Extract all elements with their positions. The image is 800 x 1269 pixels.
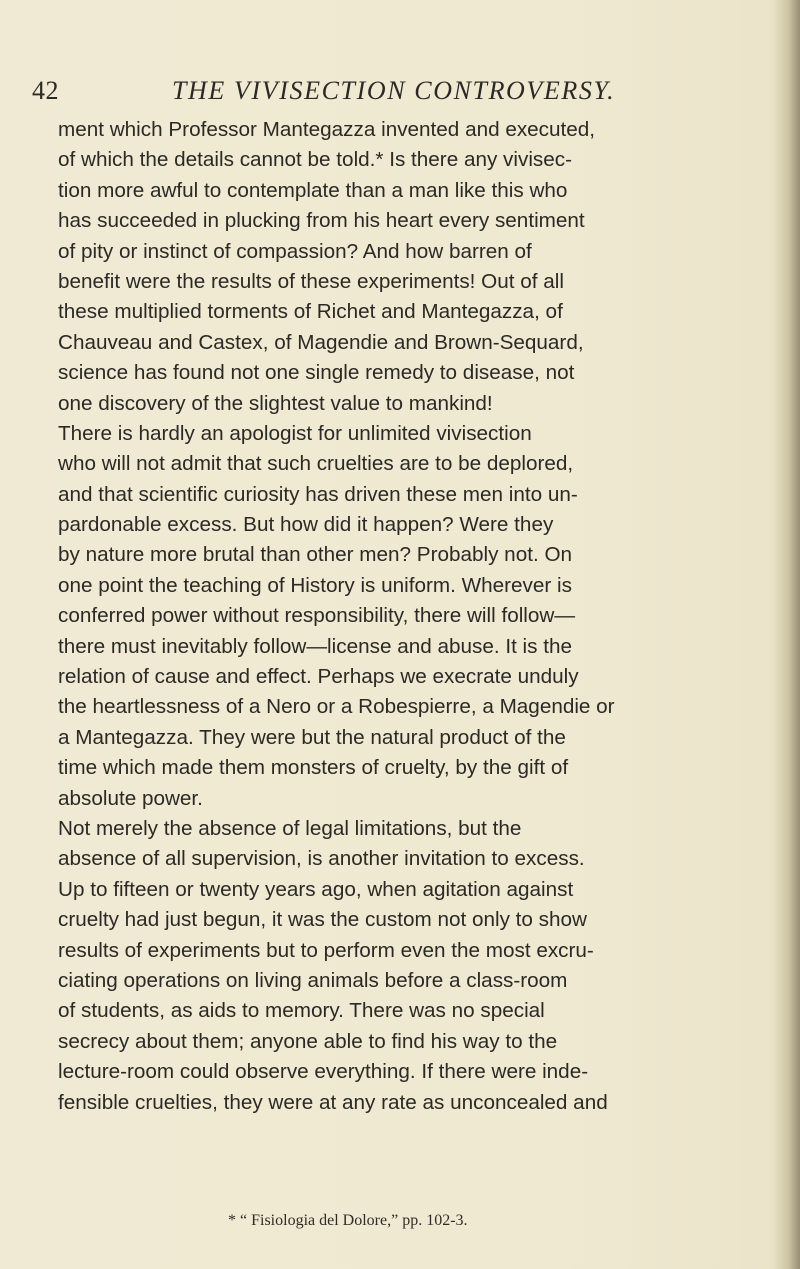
text-line: tion more awful to contemplate than a man like this who (58, 178, 568, 202)
text-line: has succeeded in plucking from his heart every sentiment (58, 209, 585, 233)
text-line: conferred power without responsibility, there will follow— (58, 604, 576, 628)
text-line: science has found not one single remedy to disease, not (58, 361, 575, 385)
text-line: these multiplied torments of Richet and Mantegazza, of (58, 300, 563, 324)
page-header (32, 76, 732, 116)
text-line: lecture-room could observe everything. If there were inde- (58, 1060, 589, 1084)
text-line: who will not admit that such cruelties are to be deplored, (58, 452, 574, 476)
footnote: * “ Fisiologia del Dolore,” pp. 102-3. (228, 1212, 468, 1229)
text-line: ciating operations on living animals before a class-room (58, 968, 568, 992)
text-line: fensible cruelties, they were at any rate as unconcealed and (58, 1090, 608, 1114)
page-number: 42 (32, 76, 59, 105)
text-line: and that scientific curiosity has driven these men into un- (58, 482, 578, 506)
text-line: ment which Professor Mantegazza invented and executed, (58, 118, 596, 141)
text-line: absolute power. (58, 786, 203, 810)
text-line: time which made them monsters of cruelty, by the gift of (58, 756, 569, 780)
text-line: Up to fifteen or twenty years ago, when agitation against (58, 877, 574, 901)
paragraph-start-line: Not merely the absence of legal limitations, but the (58, 816, 522, 840)
text-line: by nature more brutal than other men? Probably not. On (58, 543, 573, 567)
text-line: of students, as aids to memory. There was no special (58, 999, 545, 1023)
text-line: there must inevitably follow—license and abuse. It is the (58, 634, 573, 658)
paragraph-start-line: There is hardly an apologist for unlimited vivisection (58, 421, 532, 445)
text-line: pardonable excess. But how did it happen? Were they (58, 513, 554, 537)
text-line: a Mantegazza. They were but the natural product of the (58, 725, 566, 749)
text-line: the heartlessness of a Nero or a Robespierre, a Magendie or (58, 695, 615, 719)
text-line: relation of cause and effect. Perhaps we execrate unduly (58, 665, 579, 689)
text-line: one discovery of the slightest value to mankind! (58, 391, 493, 415)
text-line: absence of all supervision, is another invitation to excess. (58, 847, 585, 871)
running-head: THE VIVISECTION CONTROVERSY. (172, 76, 616, 105)
text-line: results of experiments but to perform even the most excru- (58, 938, 594, 962)
text-line: secrecy about them; anyone able to find his way to the (58, 1029, 558, 1053)
text-line: of which the details cannot be told.* Is there any vivisec- (58, 148, 573, 172)
text-line: benefit were the results of these experiments! Out of all (58, 269, 564, 293)
page-edge-shadow (774, 0, 800, 1269)
body-text (58, 115, 778, 1118)
text-line: one point the teaching of History is uniform. Wherever is (58, 573, 572, 597)
text-line: Chauveau and Castex, of Magendie and Brown-Sequard, (58, 330, 584, 354)
text-line: cruelty had just begun, it was the custom not only to show (58, 908, 587, 932)
text-line: of pity or instinct of compassion? And how barren of (58, 239, 532, 263)
